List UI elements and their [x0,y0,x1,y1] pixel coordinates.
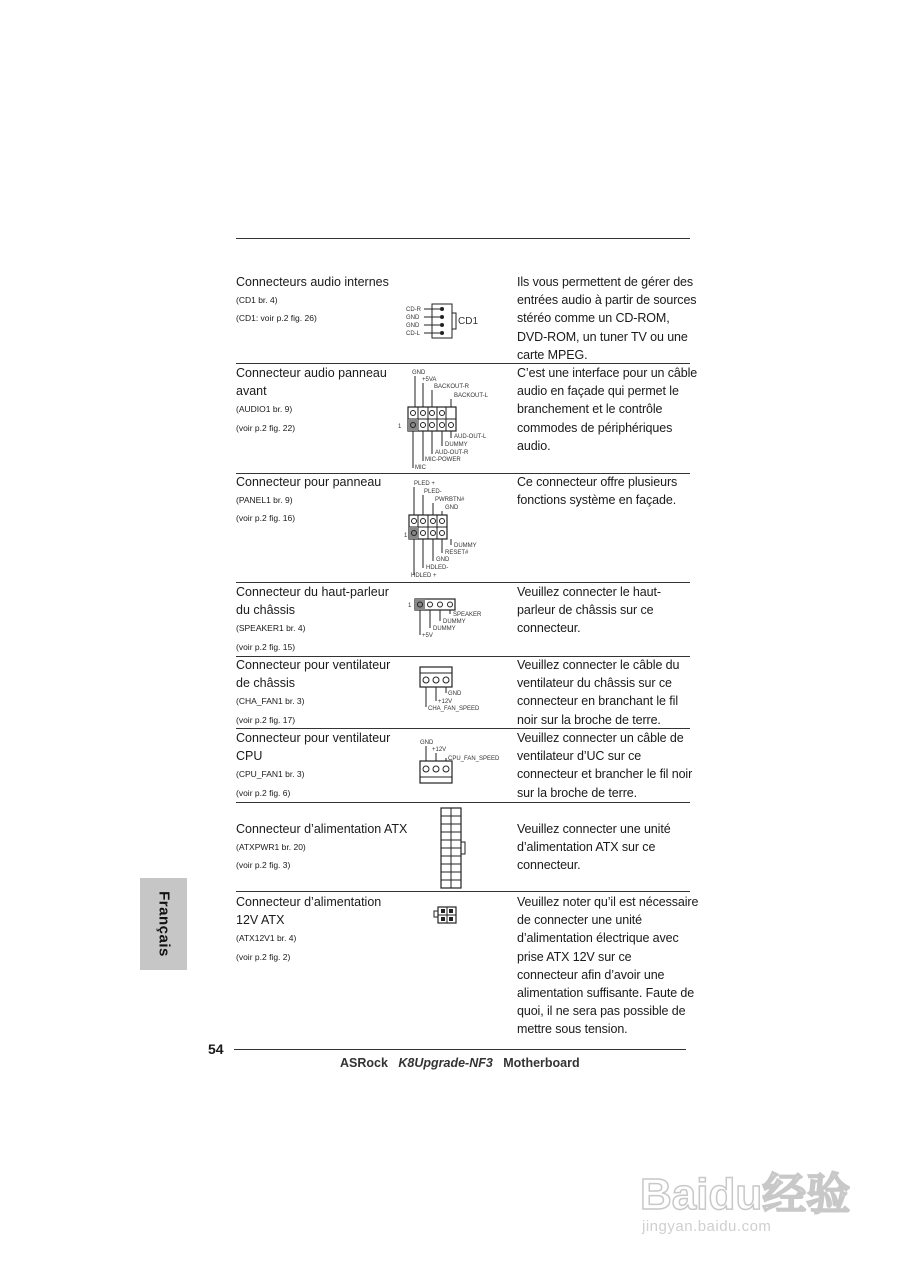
pin-label: MIC-POWER [425,457,461,463]
desc-line: noir sur la broche de terre. [517,712,661,727]
section-title: avant [236,384,267,399]
desc-line: fonctions système en façade. [517,493,677,508]
pin-label: RESET# [445,550,469,556]
section-ref: (voir p.2 fig. 15) [236,641,296,652]
desc-line: de connecter une unité [517,913,642,928]
desc-line: Veuillez noter qu’il est nécessaire [517,895,699,909]
pin-label: GND [445,505,459,511]
pin-label: HDLED- [426,565,449,571]
desc-line: Ce connecteur offre plusieurs [517,475,678,489]
desc-line: DVD-ROM, un tuner TV ou une [517,329,688,344]
pin-label: +12V [432,747,447,753]
watermark-url: jingyan.baidu.com [642,1218,772,1235]
desc-line: connecteur en branchant le fil [517,694,678,709]
section-title: Connecteur du haut-parleur [236,585,389,599]
pin-label: BACKOUT-R [434,384,470,390]
pin1-marker: 1 [404,533,408,539]
section-title: 12V ATX [236,913,285,928]
cpu-fan1-header-diagram [420,737,530,792]
pin-label: PWRBTN# [435,497,465,503]
desc-line: connecteur. [517,621,581,636]
pin-label: SPEAKER [453,612,482,618]
pin-label: +5V [422,633,433,639]
language-label: Français [155,891,172,957]
pin-label: DUMMY [443,619,466,625]
pin-label: CPU_FAN_SPEED [448,756,500,762]
audio1-header-diagram [398,366,498,476]
pin-label: GND [412,370,426,376]
watermark-logo: Baidu经验 [640,1170,851,1219]
desc-line: Veuillez connecter un câble de [517,731,684,745]
section-ref: (voir p.2 fig. 3) [236,860,291,871]
section-ref: (voir p.2 fig. 22) [236,422,296,433]
speaker1-header-diagram [408,597,508,652]
section-pins: (CPU_FAN1 br. 3) [236,769,305,780]
section-ref: (voir p.2 fig. 2) [236,951,291,962]
pin-label: +12V [438,699,453,705]
section-pins: (AUDIO1 br. 9) [236,404,293,415]
atx12v1-connector-diagram [434,905,464,932]
pin-label: DUMMY [433,626,456,632]
desc-line: Veuillez connecter le haut- [517,585,661,599]
section-title: du châssis [236,603,296,618]
desc-line: prise ATX 12V sur ce [517,949,632,964]
section-desc [517,656,695,729]
section-left [236,273,416,328]
section-left [236,729,416,802]
pin-label: GND [406,323,420,329]
desc-line: commodes de périphériques [517,420,673,435]
section-left [236,364,416,437]
section-pins: (CD1 br. 4) [236,295,278,306]
section-title: Connecteur pour ventilateur [236,731,391,745]
section-pins: (CHA_FAN1 br. 3) [236,696,305,707]
footer-rule [234,1049,686,1050]
section-desc [517,273,695,364]
pin-label: AUD-OUT-L [454,434,487,440]
desc-line: Veuillez connecter une unité [517,822,671,836]
section-desc [517,364,698,455]
section-pins: (SPEAKER1 br. 4) [236,623,306,634]
pin-label: PLED + [414,481,435,487]
section-title: Connecteur d’alimentation [236,895,382,909]
desc-line: stéréo comme un CD-ROM, [517,311,670,326]
section-title: Connecteur d’alimentation ATX [236,822,408,836]
section-desc [517,473,695,509]
section-ref: (CD1: voir p.2 fig. 26) [236,313,317,324]
pin-label: CHA_FAN_SPEED [428,706,480,712]
connector-caption: CD1 [458,316,479,327]
section-title: Connecteur pour panneau [236,475,382,489]
desc-line: entrées audio à partir de sources [517,293,697,308]
pin1-marker: 1 [398,424,402,430]
top-rule [236,238,690,239]
desc-line: ventilateur du châssis sur ce [517,676,672,691]
section-pins: (PANEL1 br. 9) [236,495,293,506]
section-desc [517,729,695,802]
pin1-marker: 1 [408,603,412,609]
section-title: Connecteur pour ventilateur [236,658,391,672]
atxpwr1-connector-diagram [441,808,471,895]
section-left [236,893,416,966]
footer-suffix: Motherboard [503,1056,580,1070]
footer-title [340,1056,580,1070]
desc-line: parleur de châssis sur ce [517,603,654,618]
desc-line: audio. [517,438,551,453]
section-desc [517,583,695,638]
panel1-header-diagram [404,477,508,587]
section-desc [517,893,699,1039]
pin-label: AUD-OUT-R [435,450,469,456]
desc-line: connecteur. [517,858,581,873]
section-ref: (voir p.2 fig. 17) [236,714,296,725]
desc-line: d’alimentation ATX sur ce [517,840,656,855]
desc-line: sur la broche de terre. [517,785,637,800]
pin-label: GND [406,315,420,321]
pin-label: GND [436,557,450,563]
pin-label: DUMMY [454,543,477,549]
section-left [236,820,416,875]
page-number: 54 [208,1041,224,1057]
footer-brand: ASRock [340,1056,388,1070]
desc-line: C’est une interface pour un câble [517,366,698,380]
baidu-watermark [640,1140,860,1250]
footer-model: K8Upgrade-NF3 [398,1056,493,1070]
desc-line: quoi, il ne sera pas possible de [517,1004,686,1019]
pin-label: +5VA [422,377,437,383]
section-left [236,583,416,656]
pin-label: GND [448,691,462,697]
desc-line: connecteur et brancher le fil noir [517,767,693,782]
section-divider [236,891,690,892]
pin-label: HDLED + [411,573,437,579]
desc-line: d’alimentation électrique avec [517,931,679,946]
desc-line: audio en façade qui permet le [517,384,679,399]
section-title: Connecteur audio panneau [236,366,387,380]
desc-line: connecteur afin d’avoir une [517,967,665,982]
section-title: Connecteurs audio internes [236,275,389,289]
pin-label: DUMMY [445,442,468,448]
desc-line: branchement et le contrôle [517,402,663,417]
section-left [236,473,416,528]
section-title: CPU [236,749,263,764]
desc-line: Veuillez connecter le câble du [517,658,680,672]
cha-fan1-header-diagram [420,667,520,722]
pin-label: MIC [415,465,426,471]
desc-line: alimentation suffisante. Faute de [517,986,695,1001]
section-pins: (ATXPWR1 br. 20) [236,842,306,853]
pin-label: CD-R [406,307,421,313]
section-divider [236,802,690,803]
pin-label: CD-L [406,331,421,337]
desc-line: ventilateur d’UC sur ce [517,749,642,764]
section-ref: (voir p.2 fig. 6) [236,787,291,798]
pin-label: BACKOUT-L [454,393,489,399]
pin-label: PLED- [424,489,442,495]
section-desc [517,820,695,875]
cd1-connector-diagram [406,303,496,348]
desc-line: Ils vous permettent de gérer des [517,275,694,289]
pin-label: GND [420,740,434,746]
section-left [236,656,416,729]
desc-line: mettre sous tension. [517,1022,628,1037]
language-side-tab [140,878,187,970]
desc-line: carte MPEG. [517,347,588,362]
section-pins: (ATX12V1 br. 4) [236,933,297,944]
section-title: de châssis [236,676,296,691]
section-ref: (voir p.2 fig. 16) [236,513,296,524]
